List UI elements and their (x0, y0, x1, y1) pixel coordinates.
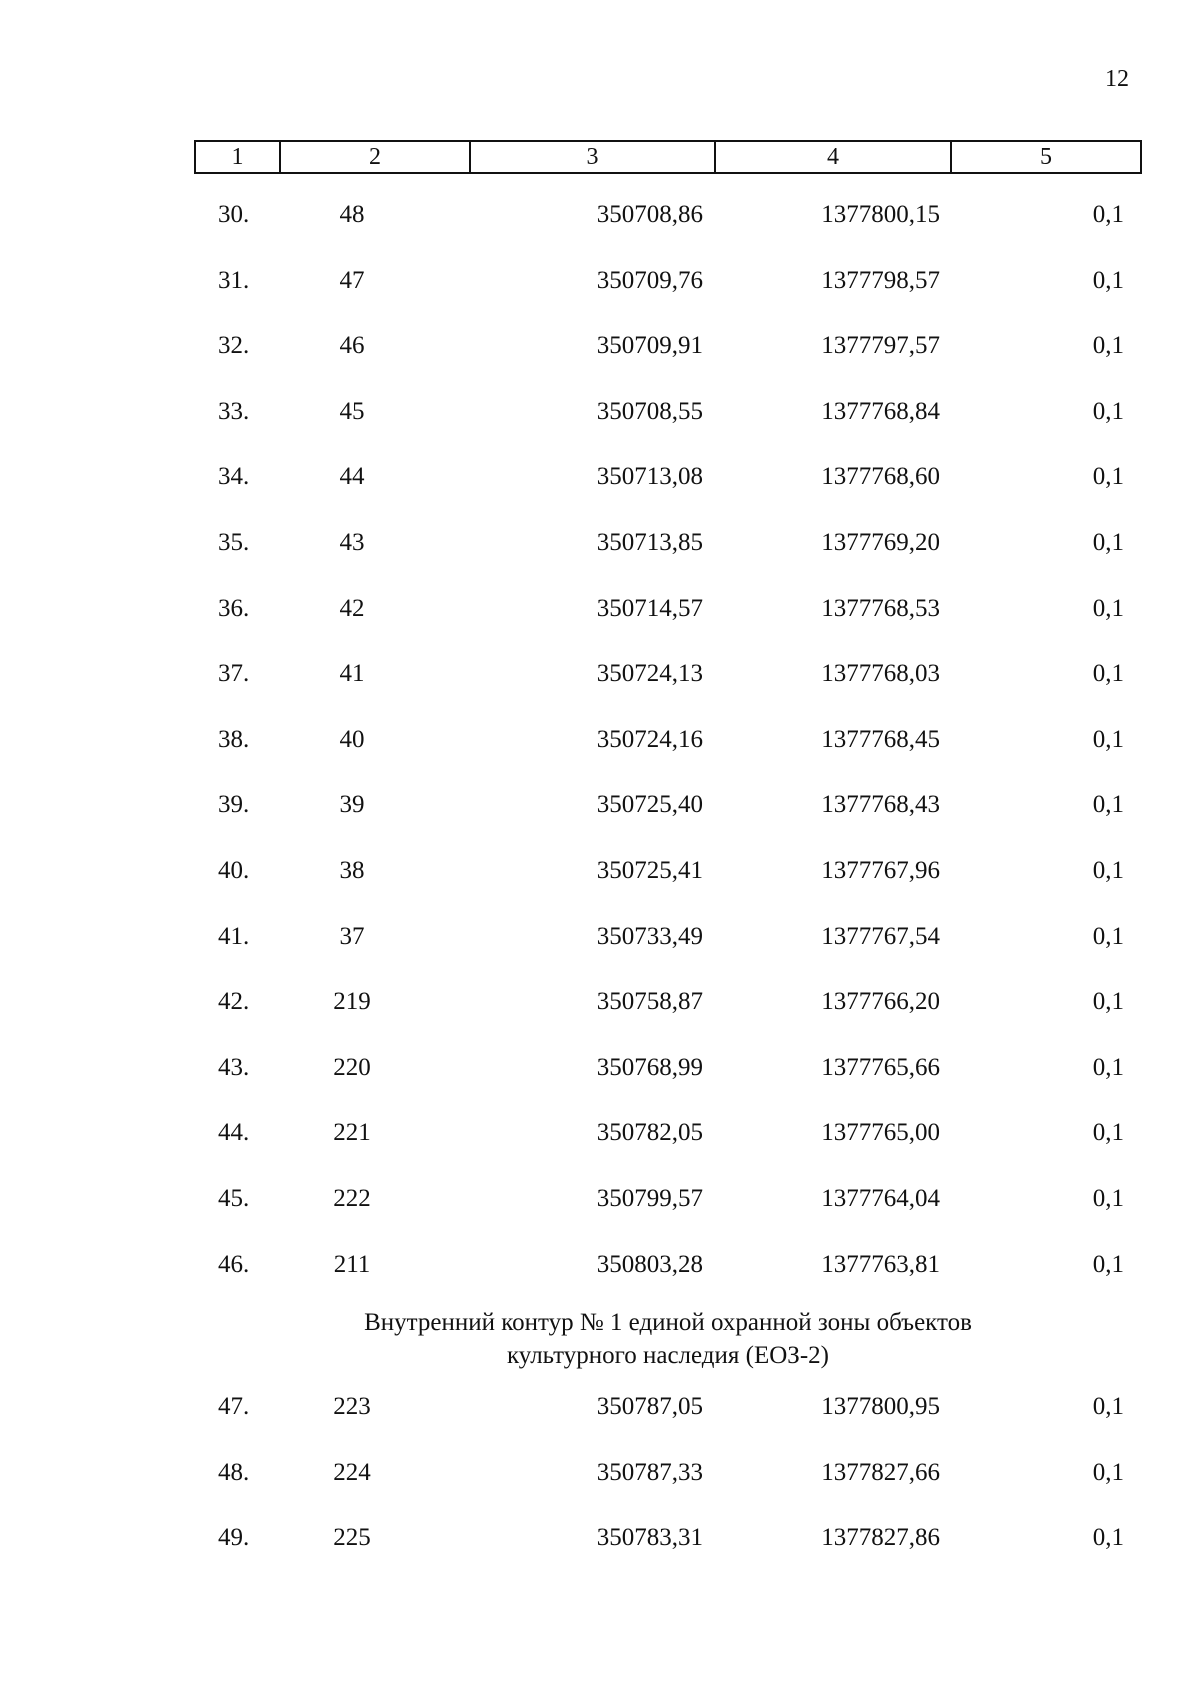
coordinate-y: 1377798,57 (821, 266, 940, 294)
coordinate-x: 350708,86 (596, 201, 703, 228)
coordinate-x: 350783,31 (596, 1524, 703, 1551)
point-number: 46 (339, 332, 365, 360)
accuracy-value: 0,1 (1092, 266, 1124, 294)
table-row (0, 1393, 1200, 1433)
table-row (0, 201, 1200, 241)
accuracy-value: 0,1 (1092, 791, 1124, 819)
coordinate-y: 1377768,84 (821, 397, 940, 425)
coordinate-y: 1377768,03 (821, 660, 940, 688)
coordinate-x: 350714,57 (596, 594, 703, 622)
coordinate-y: 1377768,43 (821, 791, 940, 819)
coordinate-y: 1377800,95 (821, 1393, 940, 1420)
point-number: 219 (333, 988, 371, 1016)
row-number: 44. (218, 1119, 250, 1147)
header-cell-2: 2 (281, 142, 471, 172)
row-number: 48. (218, 1458, 250, 1486)
coordinate-y: 1377769,20 (821, 529, 940, 556)
point-number: 48 (339, 201, 365, 228)
coordinate-x: 350725,40 (596, 791, 703, 819)
coordinate-x: 350799,57 (596, 1185, 703, 1212)
point-number: 224 (333, 1458, 371, 1486)
table-row (0, 1054, 1200, 1094)
coordinate-x: 350787,05 (596, 1393, 703, 1420)
page-number: 12 (1105, 66, 1129, 92)
point-number: 44 (339, 463, 365, 491)
header-cell-4: 4 (716, 142, 952, 172)
section-title-line-2: культурного наследия (ЕОЗ-2) (507, 1342, 829, 1369)
accuracy-value: 0,1 (1092, 1185, 1124, 1212)
row-number: 34. (218, 463, 250, 491)
row-number: 32. (218, 332, 250, 360)
point-number: 223 (333, 1393, 371, 1420)
section-title-line-1: Внутренний контур № 1 единой охранной зоны объектов (364, 1309, 972, 1336)
header-cell-3: 3 (471, 142, 716, 172)
coordinate-x: 350713,08 (596, 463, 703, 491)
point-number: 43 (339, 529, 365, 556)
row-number: 31. (218, 266, 250, 294)
accuracy-value: 0,1 (1092, 594, 1124, 622)
point-number: 41 (339, 660, 365, 688)
table-row (0, 1524, 1200, 1564)
table-row (0, 857, 1200, 897)
table-row (0, 1459, 1200, 1499)
coordinate-x: 350708,55 (596, 397, 703, 425)
coordinate-x: 350725,41 (596, 857, 703, 884)
coordinate-y: 1377768,53 (821, 594, 940, 622)
row-number: 43. (218, 1053, 250, 1081)
table-row (0, 923, 1200, 963)
point-number: 222 (333, 1185, 371, 1212)
coordinate-x: 350803,28 (596, 1250, 703, 1278)
point-number: 221 (333, 1119, 371, 1147)
header-cell-1: 1 (196, 142, 281, 172)
row-number: 42. (218, 988, 250, 1016)
coordinate-y: 1377765,66 (821, 1053, 940, 1081)
accuracy-value: 0,1 (1092, 1119, 1124, 1147)
table-row (0, 1119, 1200, 1159)
accuracy-value: 0,1 (1092, 201, 1124, 228)
accuracy-value: 0,1 (1092, 857, 1124, 884)
row-number: 47. (218, 1393, 250, 1420)
coordinate-y: 1377768,45 (821, 725, 940, 753)
coordinate-x: 350709,91 (596, 332, 703, 360)
accuracy-value: 0,1 (1092, 1524, 1124, 1551)
table-row (0, 267, 1200, 307)
accuracy-value: 0,1 (1092, 660, 1124, 688)
table-header (194, 140, 1142, 174)
table-row (0, 791, 1200, 831)
table-row (0, 660, 1200, 700)
coordinate-x: 350768,99 (596, 1053, 703, 1081)
coordinate-x: 350787,33 (596, 1458, 703, 1486)
coordinate-y: 1377827,86 (821, 1524, 940, 1551)
accuracy-value: 0,1 (1092, 1250, 1124, 1278)
coordinate-x: 350713,85 (596, 529, 703, 556)
coordinate-y: 1377800,15 (821, 201, 940, 228)
point-number: 220 (333, 1053, 371, 1081)
row-number: 33. (218, 397, 250, 425)
table-row (0, 529, 1200, 569)
section-title (0, 1306, 1200, 1372)
accuracy-value: 0,1 (1092, 988, 1124, 1016)
accuracy-value: 0,1 (1092, 922, 1124, 950)
coordinate-y: 1377827,66 (821, 1458, 940, 1486)
row-number: 46. (218, 1250, 250, 1278)
table-row (0, 1185, 1200, 1225)
coordinate-x: 350733,49 (596, 922, 703, 950)
accuracy-value: 0,1 (1092, 1053, 1124, 1081)
table-row (0, 726, 1200, 766)
row-number: 41. (218, 922, 250, 950)
accuracy-value: 0,1 (1092, 397, 1124, 425)
row-number: 40. (218, 857, 250, 884)
coordinate-x: 350758,87 (596, 988, 703, 1016)
coordinate-y: 1377766,20 (821, 988, 940, 1016)
coordinate-y: 1377764,04 (821, 1185, 940, 1212)
table-row (0, 988, 1200, 1028)
accuracy-value: 0,1 (1092, 463, 1124, 491)
accuracy-value: 0,1 (1092, 1458, 1124, 1486)
point-number: 225 (333, 1524, 371, 1551)
row-number: 35. (218, 529, 250, 556)
row-number: 39. (218, 791, 250, 819)
table-row (0, 398, 1200, 438)
point-number: 38 (339, 857, 365, 884)
table-row (0, 595, 1200, 635)
coordinate-y: 1377768,60 (821, 463, 940, 491)
accuracy-value: 0,1 (1092, 332, 1124, 360)
table-row (0, 463, 1200, 503)
table-row (0, 1251, 1200, 1291)
coordinate-x: 350709,76 (596, 266, 703, 294)
coordinate-y: 1377767,96 (821, 857, 940, 884)
coordinate-x: 350724,16 (596, 725, 703, 753)
point-number: 39 (339, 791, 365, 819)
coordinate-y: 1377765,00 (821, 1119, 940, 1147)
row-number: 36. (218, 594, 250, 622)
row-number: 49. (218, 1524, 250, 1551)
header-cell-5: 5 (1040, 143, 1052, 170)
accuracy-value: 0,1 (1092, 725, 1124, 753)
point-number: 42 (339, 594, 365, 622)
point-number: 37 (339, 922, 365, 950)
point-number: 211 (333, 1250, 371, 1278)
row-number: 30. (218, 201, 250, 228)
table-row (0, 332, 1200, 372)
coordinate-y: 1377763,81 (821, 1250, 940, 1278)
row-number: 37. (218, 660, 250, 688)
point-number: 47 (339, 266, 365, 294)
point-number: 40 (339, 725, 365, 753)
row-number: 45. (218, 1185, 250, 1212)
point-number: 45 (339, 397, 365, 425)
coordinate-x: 350782,05 (596, 1119, 703, 1147)
accuracy-value: 0,1 (1092, 529, 1124, 556)
row-number: 38. (218, 725, 250, 753)
accuracy-value: 0,1 (1092, 1393, 1124, 1420)
coordinate-y: 1377767,54 (821, 922, 940, 950)
coordinate-y: 1377797,57 (821, 332, 940, 360)
coordinate-x: 350724,13 (596, 660, 703, 688)
